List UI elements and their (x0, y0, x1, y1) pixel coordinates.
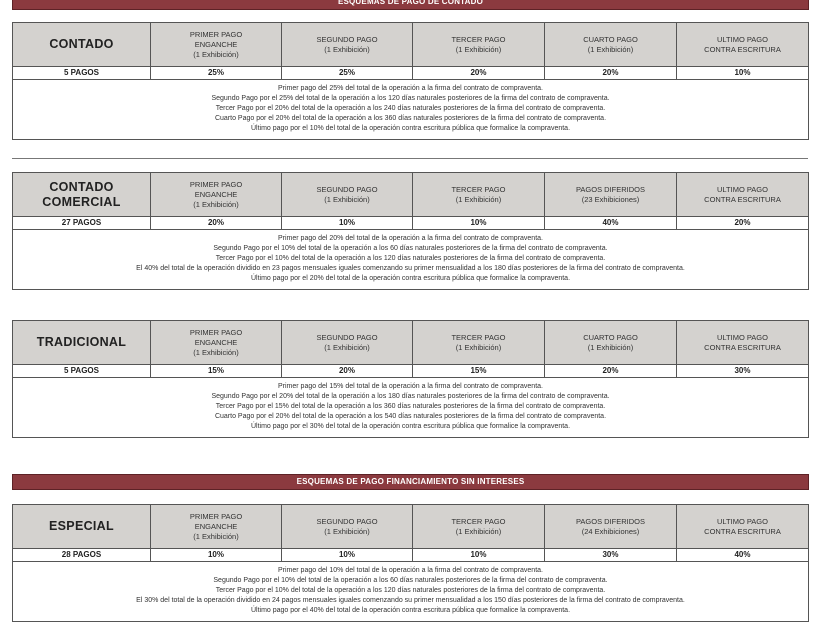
column-header-line: CONTRA ESCRITURA (704, 44, 781, 54)
scheme-name-line: TRADICIONAL (36, 335, 127, 349)
column-header-line: (1 Exhibición) (324, 194, 370, 204)
note-line: Último pago por el 20% del total de la operación contra escritura pública que formalice la compraventa. (250, 275, 571, 282)
note-line: Cuarto Pago por el 20% del total de la operación a los 360 días naturales posteriores de la firma del contrato de compraventa. (214, 115, 607, 122)
payment-percentage: 20% (677, 217, 809, 230)
column-header-line: ULTIMO PAGO (717, 184, 768, 194)
payment-percentage: 10% (282, 217, 413, 230)
scheme-values-row (13, 365, 809, 378)
note-line: Tercer Pago por el 20% del total de la operación a los 240 días naturales posteriores de la firma del contrato de compraventa. (215, 105, 606, 112)
column-header-line: ULTIMO PAGO (717, 34, 768, 44)
payment-percentage: 25% (282, 67, 413, 80)
payment-percentage: 20% (151, 217, 282, 230)
column-header-line: (1 Exhibición) (587, 44, 634, 54)
column-header-line: (23 Exhibiciones) (581, 194, 640, 204)
column-header (545, 505, 677, 549)
payment-scheme-table (12, 172, 809, 290)
payment-percentage: 40% (677, 549, 809, 562)
payment-percentage: 20% (282, 365, 413, 378)
note-line: Segundo Pago por el 25% del total de la operación a los 120 días naturales posteriores de la firma del contrato de compraventa. (211, 95, 610, 102)
payment-percentage: 10% (677, 67, 809, 80)
column-header (282, 321, 413, 365)
scheme-notes-row (13, 230, 809, 290)
note-line: Primer pago del 10% del total de la operación a la firma del contrato de compraventa. (278, 567, 543, 574)
column-header-line: (1 Exhibición) (455, 526, 502, 536)
scheme-notes (13, 562, 809, 622)
column-header (677, 173, 809, 217)
payment-percentage: 40% (545, 217, 677, 230)
column-header-line: PRIMER PAGO (189, 511, 243, 521)
scheme-name (13, 321, 151, 365)
column-header-line: CUARTO PAGO (583, 34, 638, 44)
column-header (151, 173, 282, 217)
note-line: Último pago por el 40% del total de la operación contra escritura pública que formalice la compraventa. (250, 607, 571, 614)
scheme-name-line: ESPECIAL (49, 519, 114, 533)
column-header-line: (1 Exhibición) (193, 531, 239, 541)
column-header (282, 505, 413, 549)
column-header (545, 173, 677, 217)
column-header-line: TERCER PAGO (451, 184, 506, 194)
column-header-line: (1 Exhibición) (324, 526, 370, 536)
scheme-values-row (13, 217, 809, 230)
column-header-line: (1 Exhibición) (324, 44, 370, 54)
column-header (151, 321, 282, 365)
scheme-name-line: CONTADO (49, 37, 114, 51)
column-header-line: (24 Exhibiciones) (581, 526, 640, 536)
section-divider (12, 158, 808, 159)
column-header-line: (1 Exhibición) (193, 49, 239, 59)
scheme-header-row (13, 505, 809, 549)
column-header (413, 505, 545, 549)
column-header-line: CONTRA ESCRITURA (704, 342, 781, 352)
payments-count: 27 PAGOS (13, 217, 151, 230)
scheme-name (13, 23, 151, 67)
column-header-line: SEGUNDO PAGO (316, 516, 378, 526)
scheme-header-row (13, 173, 809, 217)
note-line: Último pago por el 30% del total de la operación contra escritura pública que formalice la compraventa. (250, 423, 571, 430)
note-line: Segundo Pago por el 20% del total de la operación a los 180 días naturales posteriores de la firma del contrato de compraventa. (211, 393, 610, 400)
note-line: Cuarto Pago por el 20% del total de la operación a los 540 días naturales posteriores de la firma del contrato de compraventa. (214, 413, 607, 420)
payment-percentage: 25% (151, 67, 282, 80)
payment-percentage: 10% (413, 217, 545, 230)
column-header-line: ENGANCHE (194, 189, 238, 199)
column-header (413, 23, 545, 67)
payments-count: 5 PAGOS (13, 365, 151, 378)
column-header-line: PRIMER PAGO (189, 179, 243, 189)
note-line: Primer pago del 15% del total de la operación a la firma del contrato de compraventa. (278, 383, 543, 390)
column-header-line: PRIMER PAGO (189, 327, 243, 337)
column-header-line: CUARTO PAGO (583, 332, 638, 342)
column-header-line: SEGUNDO PAGO (316, 34, 378, 44)
payment-percentage: 20% (413, 67, 545, 80)
column-header-line: TERCER PAGO (451, 34, 506, 44)
column-header-line: SEGUNDO PAGO (316, 332, 378, 342)
scheme-notes (13, 80, 809, 140)
column-header (413, 321, 545, 365)
note-line: Primer pago del 20% del total de la operación a la firma del contrato de compraventa. (278, 235, 543, 242)
note-line: El 40% del total de la operación dividido en 23 pagos mensuales iguales comenzando su primer mensualidad a los 180 días posteriores de la firma del contrato de compraventa. (136, 265, 685, 272)
payment-scheme-table (12, 22, 809, 140)
column-header (282, 173, 413, 217)
column-header-line: TERCER PAGO (451, 332, 506, 342)
note-line: Segundo Pago por el 10% del total de la operación a los 60 días naturales posteriores de la firma del contrato de compraventa. (213, 577, 608, 584)
scheme-name (13, 505, 151, 549)
payment-scheme-table (12, 320, 809, 438)
payments-count: 28 PAGOS (13, 549, 151, 562)
note-line: Tercer Pago por el 15% del total de la operación a los 360 días naturales posteriores de la firma del contrato de compraventa. (215, 403, 606, 410)
column-header-line: (1 Exhibición) (193, 347, 239, 357)
payment-percentage: 20% (545, 365, 677, 378)
note-line: Primer pago del 25% del total de la operación a la firma del contrato de compraventa. (278, 85, 543, 92)
scheme-name (13, 173, 151, 217)
scheme-name-line: CONTADO (49, 179, 114, 194)
column-header-line: PAGOS DIFERIDOS (575, 184, 646, 194)
note-line: El 30% del total de la operación dividido en 24 pagos mensuales iguales comenzando su primer mensualidad a los 150 días posteriores de la firma del contrato de compraventa. (136, 597, 685, 604)
column-header (545, 23, 677, 67)
column-header (413, 173, 545, 217)
payment-scheme-table (12, 504, 809, 622)
column-header-line: (1 Exhibición) (587, 342, 634, 352)
column-header-line: ENGANCHE (194, 39, 238, 49)
financing-section-banner: ESQUEMAS DE PAGO FINANCIAMIENTO SIN INTERESES (12, 474, 809, 490)
column-header (151, 505, 282, 549)
column-header-line: ENGANCHE (194, 521, 238, 531)
payment-percentage: 30% (545, 549, 677, 562)
note-line: Último pago por el 10% del total de la operación contra escritura pública que formalice la compraventa. (250, 125, 571, 132)
column-header-line: ULTIMO PAGO (717, 332, 768, 342)
column-header (677, 505, 809, 549)
scheme-header-row (13, 23, 809, 67)
scheme-notes-row (13, 80, 809, 140)
note-line: Segundo Pago por el 10% del total de la operación a los 60 días naturales posteriores de la firma del contrato de compraventa. (213, 245, 608, 252)
scheme-values-row (13, 67, 809, 80)
scheme-notes (13, 230, 809, 290)
column-header (151, 23, 282, 67)
column-header-line: (1 Exhibición) (455, 342, 502, 352)
column-header-line: PRIMER PAGO (189, 29, 243, 39)
column-header-line: (1 Exhibición) (455, 44, 502, 54)
payment-percentage: 15% (151, 365, 282, 378)
scheme-values-row (13, 549, 809, 562)
payment-percentage: 10% (151, 549, 282, 562)
payment-percentage: 15% (413, 365, 545, 378)
column-header (677, 23, 809, 67)
payment-percentage: 10% (413, 549, 545, 562)
column-header (282, 23, 413, 67)
column-header-line: ULTIMO PAGO (717, 516, 768, 526)
payments-count: 5 PAGOS (13, 67, 151, 80)
payment-percentage: 30% (677, 365, 809, 378)
scheme-notes-row (13, 562, 809, 622)
note-line: Tercer Pago por el 10% del total de la operación a los 120 días naturales posteriores de la firma del contrato de compraventa. (215, 587, 606, 594)
payment-percentage: 20% (545, 67, 677, 80)
column-header-line: SEGUNDO PAGO (316, 184, 378, 194)
scheme-notes-row (13, 378, 809, 438)
column-header-line: CONTRA ESCRITURA (704, 194, 781, 204)
payment-percentage: 10% (282, 549, 413, 562)
column-header-line: TERCER PAGO (451, 516, 506, 526)
column-header (545, 321, 677, 365)
column-header (677, 321, 809, 365)
top-section-banner: ESQUEMAS DE PAGO DE CONTADO (12, 0, 809, 10)
scheme-notes (13, 378, 809, 438)
column-header-line: (1 Exhibición) (193, 199, 239, 209)
scheme-name-line: COMERCIAL (42, 194, 121, 209)
column-header-line: (1 Exhibición) (455, 194, 502, 204)
column-header-line: ENGANCHE (194, 337, 238, 347)
note-line: Tercer Pago por el 10% del total de la operación a los 120 días naturales posteriores de la firma del contrato de compraventa. (215, 255, 606, 262)
scheme-header-row (13, 321, 809, 365)
column-header-line: PAGOS DIFERIDOS (575, 516, 646, 526)
column-header-line: (1 Exhibición) (324, 342, 370, 352)
column-header-line: CONTRA ESCRITURA (704, 526, 781, 536)
